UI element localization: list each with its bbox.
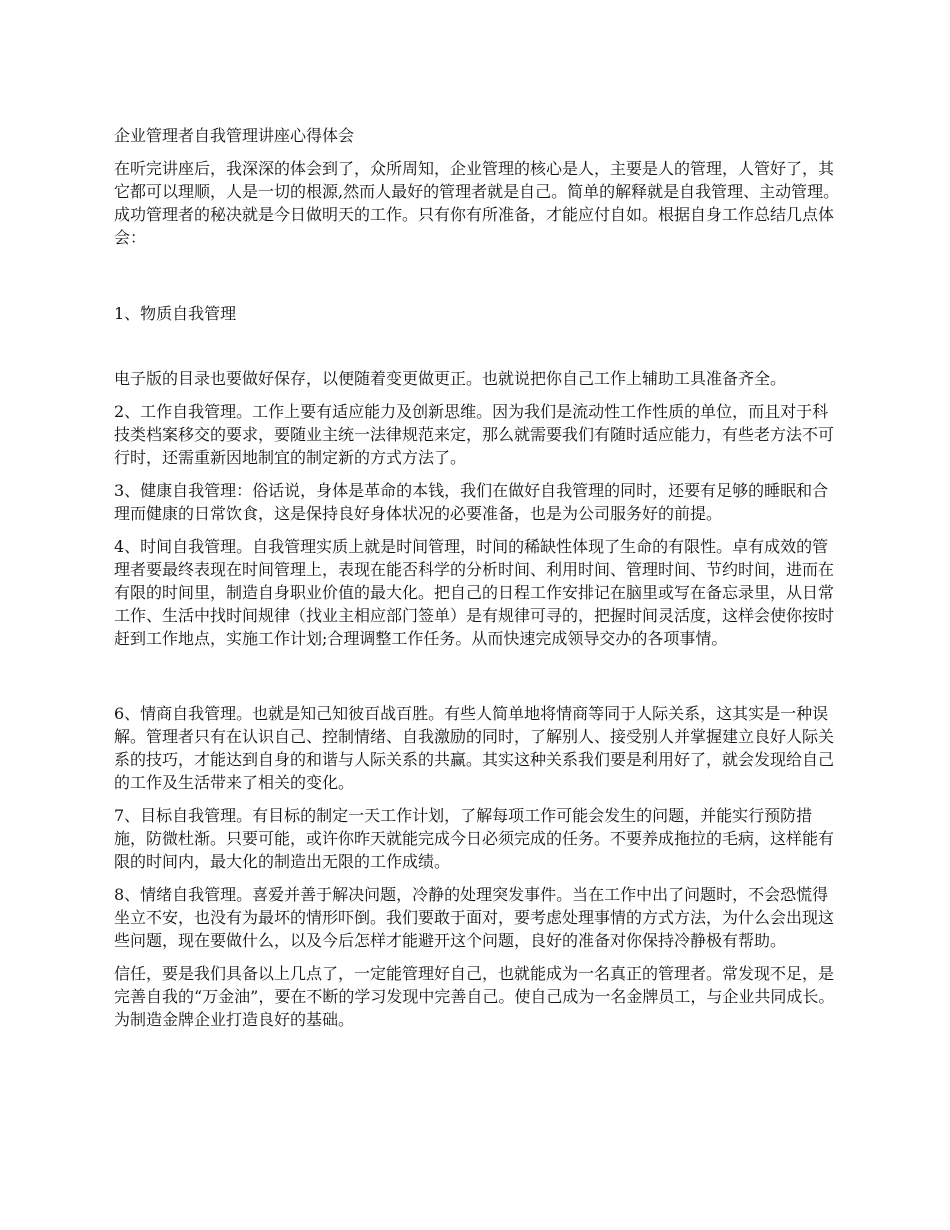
spacer bbox=[114, 325, 840, 367]
intro-paragraph: 在听完讲座后，我深深的体会到了，众所周知，企业管理的核心是人，主要是人的管理，人管好了，其它都可以理顺，人是一切的根源,然而人最好的管理者就是自己。简单的解释就是自我管理、主动管理。成功管理者的秘决就是今日做明天的工作。只有你有所准备，才能应付自如。根据自身工作总结几点体会： bbox=[114, 159, 840, 247]
document-page bbox=[114, 124, 840, 1041]
section-1-body: 电子版的目录也要做好保存，以便随着变更做更正。也就说把你自己工作上辅助工具准备齐全。 bbox=[114, 369, 787, 388]
section-7-paragraph: 7、目标自我管理。有目标的制定一天工作计划，了解每项工作可能会发生的问题，并能实行预防措施，防微杜渐。只要可能，或许你昨天就能完成今日必须完成的任务。不要养成拖拉的毛病，这样能有限的时间内，最大化的制造出无限的工作成绩。 bbox=[114, 806, 835, 871]
spacer bbox=[114, 660, 840, 702]
section-6-paragraph: 6、情商自我管理。也就是知己知彼百战百胜。有些人简单地将情商等同于人际关系，这其实是一种误解。管理者只有在认识自己、控制情绪、自我激励的同时，了解别人、接受别人并掌握建立良好人际关系的技巧，才能达到自身的和谐与人际关系的共赢。其实这种关系我们要是利用好了，就会发现给自己的工作及生活带来了相关的变化。 bbox=[114, 704, 835, 792]
section-3-paragraph: 3、健康自我管理：俗话说，身体是革命的本钱，我们在做好自我管理的同时，还要有足够的睡眠和合理而健康的日常饮食，这是保持良好身体状况的必要准备，也是为公司服务好的前提。 bbox=[114, 481, 829, 523]
section-4-paragraph: 4、时间自我管理。自我管理实质上就是时间管理，时间的稀缺性体现了生命的有限性。卓有成效的管理者要最终表现在时间管理上，表现在能否科学的分析时间、利用时间、管理时间、节约时间，进而在有限的时间里，制造自身职业价值的最大化。把自己的日程工作安排记在脑里或写在备忘录里，从日常工作、生活中找时间规律（找业主相应部门签单）是有规律可寻的，把握时间灵活度，这样会使你按时赶到工作地点，实施工作计划;合理调整工作任务。从而快速完成领导交办的各项事情。 bbox=[114, 537, 835, 648]
section-8-paragraph: 8、情绪自我管理。喜爱并善于解决问题，冷静的处理突发事件。当在工作中出了问题时，不会恐慌得坐立不安，也没有为最坏的情形吓倒。我们要敢于面对，要考虑处理事情的方式方法，为什么会出现这些问题，现在要做什么，以及今后怎样才能避开这个问题，良好的准备对你保持冷静极有帮助。 bbox=[114, 885, 835, 950]
section-2-paragraph: 2、工作自我管理。工作上要有适应能力及创新思维。因为我们是流动性工作性质的单位，而且对于科技类档案移交的要求，要随业主统一法律规范来定，那么就需要我们有随时适应能力，有些老方法不可行时，还需重新因地制宜的制定新的方式方法了。 bbox=[114, 402, 835, 467]
spacer bbox=[114, 259, 840, 302]
conclusion-paragraph: 信任，要是我们具备以上几点了，一定能管理好自己，也就能成为一名真正的管理者。常发现不足，是完善自我的“万金油”，要在不断的学习发现中完善自己。使自己成为一名金牌员工，与企业共同成长。为制造金牌企业打造良好的基础。 bbox=[114, 964, 835, 1029]
section-1-heading: 1、物质自我管理 bbox=[114, 304, 237, 323]
document-title: 企业管理者自我管理讲座心得体会 bbox=[114, 126, 355, 145]
